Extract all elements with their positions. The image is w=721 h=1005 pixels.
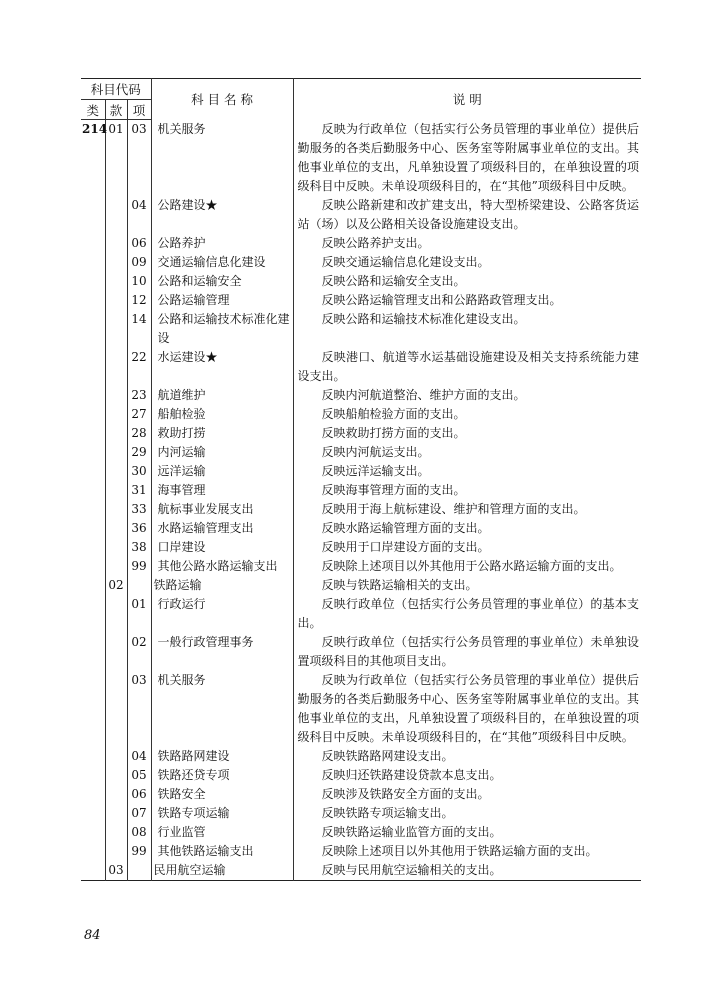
kuan-cell — [105, 519, 127, 538]
subject-name-cell: 铁路安全 — [151, 785, 293, 804]
table-row — [81, 443, 641, 462]
lei-cell — [81, 253, 105, 272]
xiang-cell: 30 — [127, 462, 151, 481]
kuan-cell — [105, 386, 127, 405]
lei-cell — [81, 234, 105, 253]
subject-name-cell: 铁路运输 — [151, 576, 293, 595]
lei-cell — [81, 405, 105, 424]
table-row — [81, 310, 641, 348]
subject-name-cell: 航标事业发展支出 — [151, 500, 293, 519]
lei-cell — [81, 766, 105, 785]
xiang-cell — [127, 861, 151, 881]
kuan-cell — [105, 253, 127, 272]
xiang-cell: 06 — [127, 785, 151, 804]
table-row — [81, 405, 641, 424]
subject-name-cell: 公路建设★ — [151, 196, 293, 234]
table-row — [81, 196, 641, 234]
lei-cell — [81, 196, 105, 234]
table-row — [81, 424, 641, 443]
description-cell: 反映归还铁路建设贷款本息支出。 — [321, 767, 502, 782]
description-cell: 反映内河航道整治、维护方面的支出。 — [321, 387, 526, 402]
subject-name-cell: 行政运行 — [151, 595, 293, 633]
lei-cell — [81, 823, 105, 842]
table-row — [81, 386, 641, 405]
subject-name-cell: 公路养护 — [151, 234, 293, 253]
description-cell: 反映救助打捞方面的支出。 — [321, 425, 466, 440]
kuan-cell — [105, 804, 127, 823]
subject-name-cell: 救助打捞 — [151, 424, 293, 443]
table-row — [81, 861, 641, 881]
description-cell: 反映铁路路网建设支出。 — [321, 748, 454, 763]
xiang-cell: 27 — [127, 405, 151, 424]
description-cell: 反映行政单位（包括实行公务员管理的事业单位）的基本支出。 — [297, 596, 640, 630]
subject-name-cell: 公路运输管理 — [151, 291, 293, 310]
subject-name-cell: 船舶检验 — [151, 405, 293, 424]
lei-cell: 214 — [81, 120, 105, 196]
description-cell: 反映除上述项目以外其他用于公路水路运输方面的支出。 — [321, 558, 622, 573]
kuan-cell — [105, 424, 127, 443]
description-cell: 反映行政单位（包括实行公务员管理的事业单位）未单独设置项级科目的其他项目支出。 — [297, 634, 640, 668]
description-header: 说 明 — [293, 79, 641, 120]
kuan-cell: 02 — [105, 576, 127, 595]
subject-name-cell: 民用航空运输 — [151, 861, 293, 881]
kuan-cell — [105, 310, 127, 348]
lei-cell — [81, 747, 105, 766]
description-cell: 反映港口、航道等水运基础设施建设及相关支持系统能力建设支出。 — [297, 349, 640, 383]
description-cell: 反映远洋运输支出。 — [321, 463, 430, 478]
kuan-cell — [105, 348, 127, 386]
table-row — [81, 538, 641, 557]
description-cell: 反映为行政单位（包括实行公务员管理的事业单位）提供后勤服务的各类后勤服务中心、医务室等附属事业单位的支出。其他事业单位的支出，凡单独设置了项级科目的，在单独设置的项级科目中反映。未单设项级科目的，在“其他”项级科目中反映。 — [297, 121, 640, 193]
lei-cell — [81, 576, 105, 595]
subject-name-cell: 行业监管 — [151, 823, 293, 842]
kuan-cell — [105, 462, 127, 481]
description-cell: 反映公路和运输技术标准化建设支出。 — [321, 311, 526, 326]
description-cell: 反映内河航运支出。 — [321, 444, 430, 459]
lei-cell — [81, 842, 105, 861]
kuan-cell — [105, 234, 127, 253]
lei-cell — [81, 348, 105, 386]
subject-name-cell: 口岸建设 — [151, 538, 293, 557]
xiang-cell: 99 — [127, 842, 151, 861]
lei-header: 类 — [81, 100, 105, 120]
xiang-cell: 28 — [127, 424, 151, 443]
xiang-cell: 99 — [127, 557, 151, 576]
xiang-cell: 33 — [127, 500, 151, 519]
description-cell: 反映海事管理方面的支出。 — [321, 482, 466, 497]
xiang-cell: 14 — [127, 310, 151, 348]
kuan-cell — [105, 785, 127, 804]
description-cell: 反映公路养护支出。 — [321, 235, 430, 250]
kuan-cell — [105, 443, 127, 462]
subject-name-cell: 公路和运输技术标准化建设 — [151, 310, 293, 348]
table-row — [81, 291, 641, 310]
description-cell: 反映除上述项目以外其他用于铁路运输方面的支出。 — [321, 843, 598, 858]
kuan-cell — [105, 633, 127, 671]
xiang-cell: 06 — [127, 234, 151, 253]
xiang-cell: 01 — [127, 595, 151, 633]
kuan-cell — [105, 595, 127, 633]
description-cell: 反映用于海上航标建设、维护和管理方面的支出。 — [321, 501, 586, 516]
subject-name-cell: 铁路还贷专项 — [151, 766, 293, 785]
description-cell: 反映船舶检验方面的支出。 — [321, 406, 466, 421]
kuan-cell — [105, 671, 127, 747]
subject-name-cell: 其他铁路运输支出 — [151, 842, 293, 861]
kuan-cell — [105, 823, 127, 842]
kuan-cell — [105, 766, 127, 785]
description-cell: 反映铁路运输业监管方面的支出。 — [321, 824, 502, 839]
subject-name-cell: 铁路路网建设 — [151, 747, 293, 766]
subject-name-cell: 海事管理 — [151, 481, 293, 500]
subject-name-cell: 水路运输管理支出 — [151, 519, 293, 538]
lei-cell — [81, 633, 105, 671]
lei-cell — [81, 500, 105, 519]
xiang-cell: 03 — [127, 671, 151, 747]
table-body — [81, 120, 641, 881]
table-row — [81, 519, 641, 538]
subject-name-header: 科 目 名 称 — [151, 79, 293, 120]
lei-cell — [81, 861, 105, 881]
table-row — [81, 785, 641, 804]
xiang-cell — [127, 576, 151, 595]
xiang-cell: 22 — [127, 348, 151, 386]
kuan-header: 款 — [105, 100, 127, 120]
xiang-cell: 38 — [127, 538, 151, 557]
xiang-cell: 02 — [127, 633, 151, 671]
xiang-cell: 31 — [127, 481, 151, 500]
subject-name-cell: 其他公路水路运输支出 — [151, 557, 293, 576]
lei-cell — [81, 519, 105, 538]
kuan-cell — [105, 196, 127, 234]
table-row — [81, 234, 641, 253]
lei-cell — [81, 443, 105, 462]
kuan-cell — [105, 481, 127, 500]
lei-cell — [81, 595, 105, 633]
xiang-cell: 04 — [127, 747, 151, 766]
xiang-header: 项 — [127, 100, 151, 120]
table-row — [81, 462, 641, 481]
lei-cell — [81, 785, 105, 804]
xiang-cell: 23 — [127, 386, 151, 405]
table-row — [81, 348, 641, 386]
description-cell: 反映涉及铁路安全方面的支出。 — [321, 786, 490, 801]
subject-name-cell: 公路和运输安全 — [151, 272, 293, 291]
description-cell: 反映公路和运输安全支出。 — [321, 273, 466, 288]
xiang-cell: 05 — [127, 766, 151, 785]
page-number: 84 — [84, 928, 101, 943]
xiang-cell: 09 — [127, 253, 151, 272]
lei-cell — [81, 671, 105, 747]
subject-name-cell: 远洋运输 — [151, 462, 293, 481]
description-cell: 反映水路运输管理方面的支出。 — [321, 520, 490, 535]
code-group-header: 科目代码 — [81, 79, 151, 100]
table-row — [81, 253, 641, 272]
table-row — [81, 766, 641, 785]
subject-name-cell: 机关服务 — [151, 671, 293, 747]
kuan-cell — [105, 842, 127, 861]
kuan-cell — [105, 291, 127, 310]
lei-cell — [81, 481, 105, 500]
table-row — [81, 823, 641, 842]
table-row — [81, 804, 641, 823]
table-row — [81, 500, 641, 519]
description-cell: 反映公路运输管理支出和公路路政管理支出。 — [321, 292, 562, 307]
budget-subject-table-page — [81, 78, 641, 881]
table-row — [81, 557, 641, 576]
xiang-cell: 36 — [127, 519, 151, 538]
description-cell: 反映与民用航空运输相关的支出。 — [321, 862, 502, 877]
table-row — [81, 747, 641, 766]
table-row — [81, 576, 641, 595]
xiang-cell: 07 — [127, 804, 151, 823]
lei-cell — [81, 386, 105, 405]
table-header — [81, 79, 641, 120]
description-cell: 反映公路新建和改扩建支出，特大型桥梁建设、公路客货运站（场）以及公路相关设备设施建设支出。 — [297, 197, 640, 231]
subject-name-cell: 机关服务 — [151, 120, 293, 196]
table-row — [81, 842, 641, 861]
xiang-cell: 08 — [127, 823, 151, 842]
kuan-cell — [105, 747, 127, 766]
lei-cell — [81, 424, 105, 443]
kuan-cell: 01 — [105, 120, 127, 196]
kuan-cell — [105, 538, 127, 557]
lei-cell — [81, 272, 105, 291]
xiang-cell: 04 — [127, 196, 151, 234]
lei-cell — [81, 804, 105, 823]
table-row — [81, 120, 641, 196]
xiang-cell: 12 — [127, 291, 151, 310]
kuan-cell — [105, 500, 127, 519]
subject-name-cell: 铁路专项运输 — [151, 804, 293, 823]
lei-cell — [81, 462, 105, 481]
xiang-cell: 10 — [127, 272, 151, 291]
description-cell: 反映铁路专项运输支出。 — [321, 805, 454, 820]
lei-cell — [81, 557, 105, 576]
subject-name-cell: 交通运输信息化建设 — [151, 253, 293, 272]
subject-name-cell: 一般行政管理事务 — [151, 633, 293, 671]
subject-name-cell: 水运建设★ — [151, 348, 293, 386]
budget-subject-table — [81, 78, 641, 881]
lei-cell — [81, 310, 105, 348]
table-row — [81, 633, 641, 671]
kuan-cell: 03 — [105, 861, 127, 881]
lei-cell — [81, 291, 105, 310]
description-cell: 反映用于口岸建设方面的支出。 — [321, 539, 490, 554]
table-row — [81, 595, 641, 633]
kuan-cell — [105, 272, 127, 291]
subject-name-cell: 航道维护 — [151, 386, 293, 405]
lei-cell — [81, 538, 105, 557]
xiang-cell: 03 — [127, 120, 151, 196]
table-row — [81, 272, 641, 291]
description-cell: 反映与铁路运输相关的支出。 — [321, 577, 478, 592]
kuan-cell — [105, 557, 127, 576]
xiang-cell: 29 — [127, 443, 151, 462]
subject-name-cell: 内河运输 — [151, 443, 293, 462]
kuan-cell — [105, 405, 127, 424]
description-cell: 反映为行政单位（包括实行公务员管理的事业单位）提供后勤服务的各类后勤服务中心、医务室等附属事业单位的支出。其他事业单位的支出，凡单独设置了项级科目的，在单独设置的项级科目中反映。未单设项级科目的，在“其他”项级科目中反映。 — [297, 672, 640, 744]
table-row — [81, 671, 641, 747]
table-row — [81, 481, 641, 500]
description-cell: 反映交通运输信息化建设支出。 — [321, 254, 490, 269]
